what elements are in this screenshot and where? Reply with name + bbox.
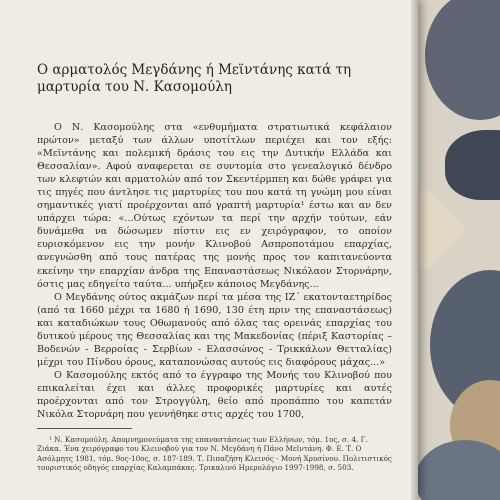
paragraph: Ο Ν. Κασομούλης στα «ενθυμήματα στρατιωτικά κεφάλαιον πρώτον» μεταξύ των άλλων υποτίτλων περιέχει και τον εξής: «Μεϊντάνης και πολεμική δράσις του εις την Δυτικήν Ελλάδα και Θεσσαλίαν». Αφού αναφερεται σε συντομία στο γενεαλογικό δένδρο των κλεφτών και αρματολών από τον Σκεντέρμπεη και δώθε γράφει για τις πηγές που άντλησε τις μαρτυρίες του που κατά τη γνώμη μου είναι σημαντικές γιατί προέρχονται από γραπτή μαρτυρία¹ έστω και αν δεν υπάρχει τώρα: «...Ούτως εχόντων τα περί την αρχήν τούτων, εάν δυνάμεθα να δώσωμεν πίστιν εις εν χειρόγραφον, το οποίον ευρισκόμενον εις την μονήν Κλινοβού Ασπροποτάμου επαρχίας, ανεγνώσθη από τους πατέρας της μονής προς τον καπιτανεύοντα εκείνην την επαρχίαν άνδρα της Επαναστάσεως Νικόλαον Στορνάρην, όστις μας εδηγείτο ταύτα... υπήρξεν κάποιος Μεγδάνης... — [37, 122, 392, 290]
footnote-divider — [37, 428, 132, 429]
chapter-title: Ο αρματολός Μεγδάνης ή Μεϊντάνης κατά τη μαρτυρία του Ν. Κασομούλη — [37, 62, 352, 95]
paragraph: Ο Κασομούλης εκτός από το έγγραφο της Μονής του Κλινοβού που επικαλείται έχει και άλλες προφορικές μαρτυρίες και αυτές προέρχονται από τον Στρογγύλη, θείο από προπάππο του καπετάν Νικόλα Στορνάρη που γεννήθηκε στις αρχές του 1700, — [37, 369, 392, 421]
floor-tile-pattern — [425, 0, 500, 120]
paragraph: Ο Μεγδάνης ούτος ακμάζων περί τα μέσα της ΙΖ΄ εκατονταετηρίδος (από τα 1660 μέχρι τα 1680 ή 1690, 130 έτη πριν της επαναστάσεως) και καταδιώκων τους Οθωμανούς από όλας τας ορεινάς επαρχίας του δυτικού μέρους της Θεσσαλίας και της Μακεδονίας (πέριξ Καστορίας – Βοδενών - Βερροίας - Σερβίων - Ελασσώνος - Τρικκάλων Θετταλίας) μέχρι του Πίνδου όρους, καταπονώσας αυτούς εις διαφόρους μάχας...» — [37, 291, 392, 368]
floor-tile-pattern — [415, 440, 500, 500]
page-edge-shadow — [411, 0, 418, 500]
tiled-floor-background — [405, 0, 500, 500]
body-text — [37, 121, 392, 421]
floor-tile-pattern — [445, 130, 500, 200]
footnote: ¹ Ν. Κασομούλη. Απομνημονεύματα της επαναστάσεως των Ελλήνων, τόμ. 1ος, σ. 4. Γ. Ζιάκα. Ένα χειρόγραφο του Κλεινοβού για τον Ν. Μεγδάνη ή Πάνο Μεϊντάνη. Φ. Ε. Τ. Ο Ασόλμητς 1981, τόμ. 9ος-10ος, σ. 187-189. Τ. Πιπαζήση Κλεινός - Μονή Χρυσίνου. Πολιτιστικός τουριστικός οδηγός επαρχίας Καλαμπάκας. Τρικαλινό Ημερολόγιο 1997-1998, σ. 503. — [37, 435, 392, 473]
footnotes — [37, 435, 392, 473]
